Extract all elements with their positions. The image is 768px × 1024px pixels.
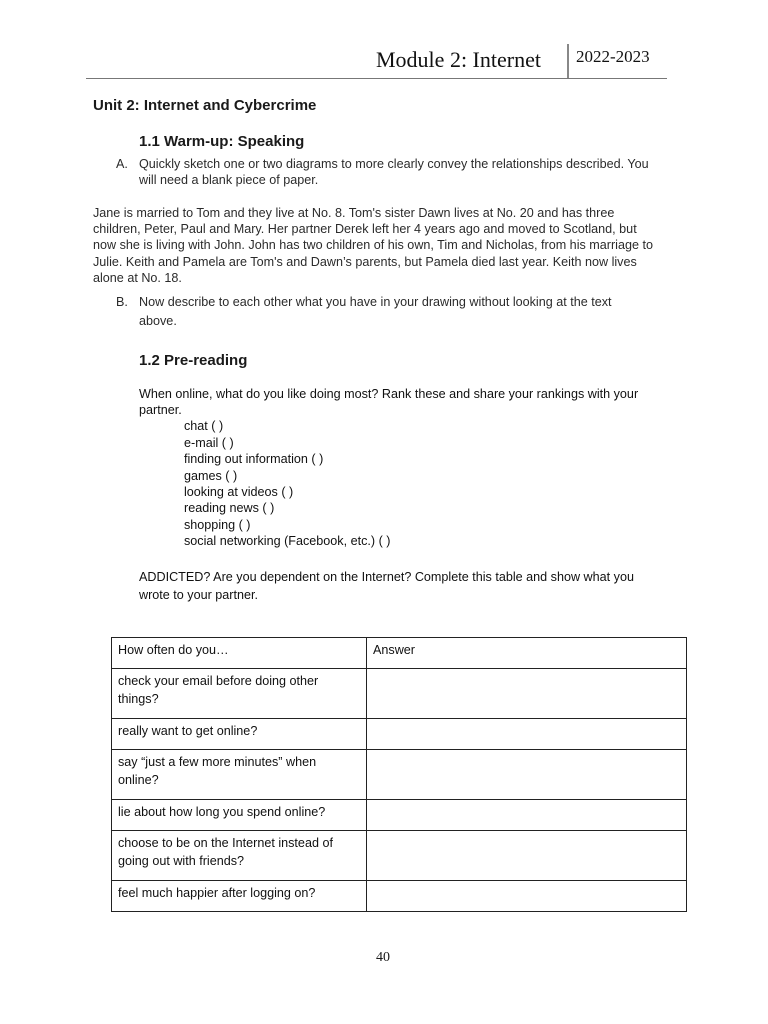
question-line: going out with friends?: [118, 854, 245, 868]
item-b-line-1: Now describe to each other what you have in your drawing without looking at the text: [139, 295, 612, 309]
question-line: really want to get online?: [118, 724, 258, 738]
addicted-line-2: wrote to your partner.: [139, 588, 259, 602]
ranking-item-information: finding out information ( ): [184, 452, 324, 466]
table-header-row: [112, 638, 687, 669]
unit-title: Unit 2: Internet and Cybercrime: [93, 97, 317, 114]
table-row: [112, 881, 687, 912]
item-a-line-2: will need a blank piece of paper.: [139, 173, 319, 187]
question-line: check your email before doing other: [118, 674, 319, 688]
ranking-item-email: e-mail ( ): [184, 436, 234, 450]
header-divider-vertical: [567, 44, 569, 78]
ranking-item-news: reading news ( ): [184, 501, 275, 515]
table-row: [112, 831, 687, 881]
story-line: children, Peter, Paul and Mary. Her partner Derek left her 4 years ago and moved to Scotland, but: [93, 222, 637, 236]
header-rule: [86, 78, 667, 79]
question-cell: [112, 750, 367, 800]
table-row: [112, 750, 687, 800]
item-a-line-1: Quickly sketch one or two diagrams to more clearly convey the relationships described. You: [139, 157, 649, 171]
table-row: [112, 719, 687, 750]
answer-cell[interactable]: [367, 881, 687, 912]
question-cell: [112, 800, 367, 831]
prereading-intro-line-2: partner.: [139, 403, 182, 417]
question-line: choose to be on the Internet instead of: [118, 836, 333, 850]
module-title: Module 2: Internet: [376, 47, 541, 72]
ranking-item-shopping: shopping ( ): [184, 518, 251, 532]
question-cell: [112, 719, 367, 750]
question-line: feel much happier after logging on?: [118, 886, 316, 900]
ranking-item-games: games ( ): [184, 469, 238, 483]
question-cell: [112, 881, 367, 912]
story-line: now she is living with John. John has two children of his own, Tim and Nicholas, from his marriage to: [93, 238, 653, 252]
internet-addiction-table: [111, 637, 687, 912]
school-year: 2022-2023: [576, 47, 650, 66]
ranking-item-social: social networking (Facebook, etc.) ( ): [184, 534, 391, 548]
header-answer: Answer: [367, 638, 687, 669]
question-line: lie about how long you spend online?: [118, 805, 326, 819]
ranking-item-chat: chat ( ): [184, 419, 224, 433]
prereading-intro-line-1: When online, what do you like doing most? Rank these and share your rankings with your: [139, 387, 639, 401]
table-row: [112, 669, 687, 719]
item-a-marker: A.: [116, 157, 128, 171]
question-cell: [112, 669, 367, 719]
question-line: say “just a few more minutes” when: [118, 755, 317, 769]
story-line: Jane is married to Tom and they live at No. 8. Tom's sister Dawn lives at No. 20 and has three: [93, 206, 615, 220]
question-line: things?: [118, 692, 159, 706]
page-number: 40: [376, 950, 390, 965]
answer-cell[interactable]: [367, 800, 687, 831]
header-question: How often do you…: [112, 638, 367, 669]
table-row: [112, 800, 687, 831]
answer-cell[interactable]: [367, 831, 687, 881]
prereading-heading: 1.2 Pre-reading: [139, 352, 248, 369]
item-b-line-2: above.: [139, 314, 177, 328]
story-line: alone at No. 18.: [93, 271, 182, 285]
addicted-line-1: ADDICTED? Are you dependent on the Internet? Complete this table and show what you: [139, 570, 634, 584]
ranking-item-videos: looking at videos ( ): [184, 485, 294, 499]
item-b-marker: B.: [116, 295, 128, 309]
answer-cell[interactable]: [367, 669, 687, 719]
warmup-heading: 1.1 Warm-up: Speaking: [139, 133, 305, 150]
answer-cell[interactable]: [367, 750, 687, 800]
question-line: online?: [118, 773, 159, 787]
answer-cell[interactable]: [367, 719, 687, 750]
story-line: Julie. Keith and Pamela are Tom's and Dawn’s parents, but Pamela died last year. Keith now lives: [93, 255, 637, 269]
question-cell: [112, 831, 367, 881]
